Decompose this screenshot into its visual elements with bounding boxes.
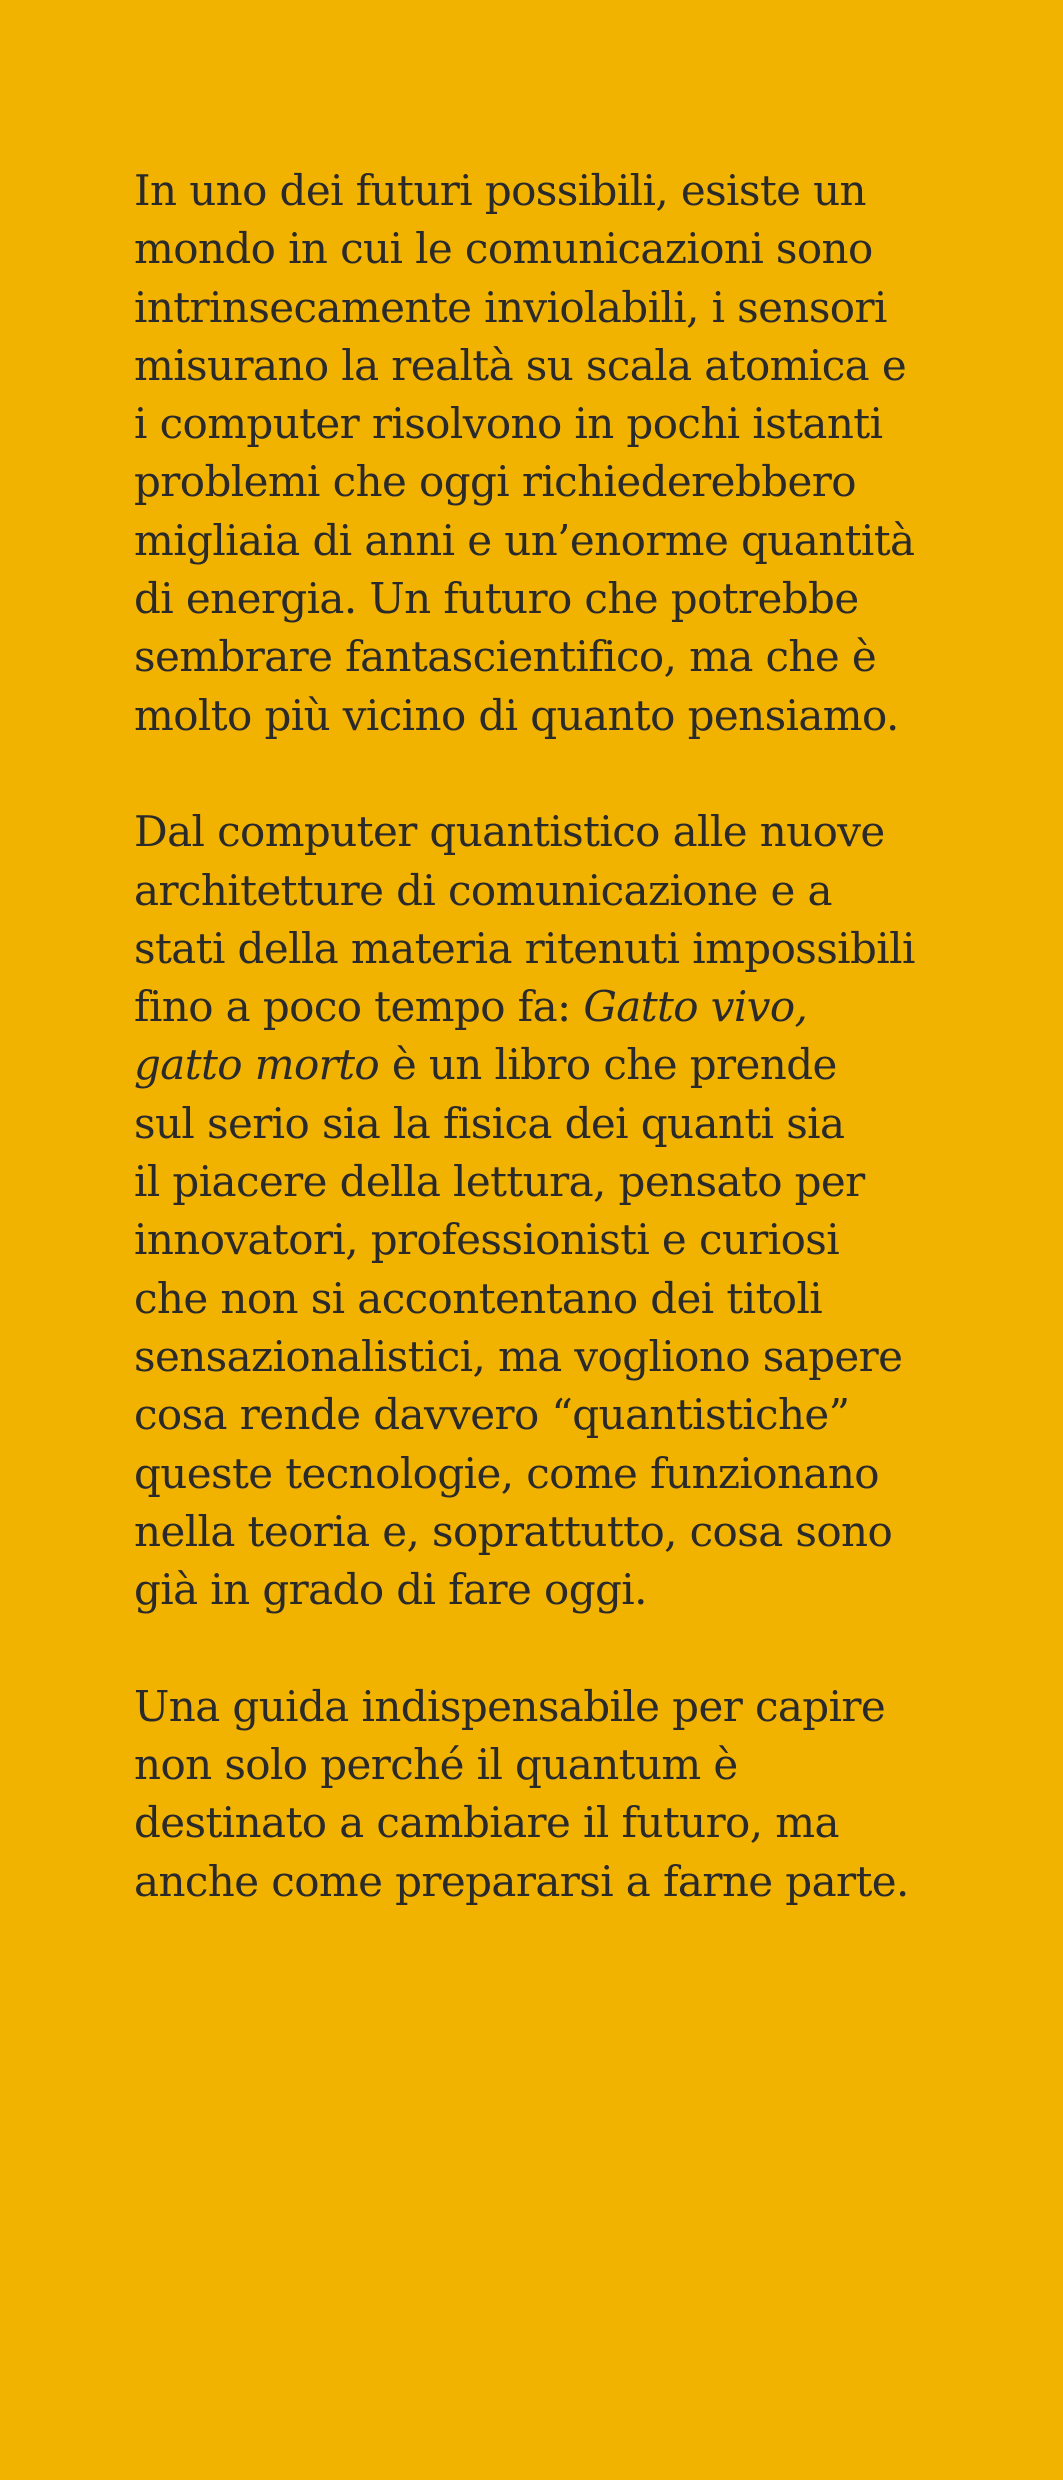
book-title-italic: Gatto vivo,: [583, 982, 808, 1032]
text-segment: In uno dei futuri possibili, esiste un: [134, 166, 867, 215]
text-line: [134, 395, 964, 453]
text-segment: Dal computer quantistico alle nuove: [134, 807, 885, 857]
text-line: [134, 453, 964, 511]
text-segment: architetture di comunicazione e a: [134, 865, 832, 915]
text-line: [134, 1211, 964, 1269]
text-segment: i computer risolvono in pochi istanti: [134, 399, 883, 449]
text-segment: mondo in cui le comunicazioni sono: [134, 224, 873, 274]
text-line: [134, 1270, 964, 1328]
paragraph: [134, 162, 964, 745]
text-line: [134, 1853, 964, 1911]
text-segment: già in grado di fare oggi.: [134, 1565, 647, 1615]
text-segment: sensazionalistici, ma vogliono sapere: [134, 1331, 903, 1381]
text-line: [134, 337, 964, 395]
paragraph: [134, 1678, 964, 1911]
text-line: [134, 512, 964, 570]
text-line: [134, 1036, 964, 1094]
text-line: [134, 1794, 964, 1852]
text-segment: innovatori, professionisti e curiosi: [134, 1215, 840, 1265]
text-line: [134, 687, 964, 745]
text-line: [134, 220, 964, 278]
text-line: [134, 570, 964, 628]
text-segment: Una guida indispensabile per capire: [134, 1681, 886, 1731]
paragraph: [134, 803, 964, 1619]
text-segment: nella teoria e, soprattutto, cosa sono: [134, 1506, 893, 1556]
blurb-text: [134, 162, 964, 1911]
text-segment: che non si accontentano dei titoli: [134, 1273, 823, 1323]
text-segment: non solo perché il quantum è: [134, 1740, 738, 1790]
text-segment: di energia. Un futuro che potrebbe: [134, 574, 859, 624]
book-title-italic: gatto morto: [134, 1040, 380, 1090]
text-segment: anche come prepararsi a farne parte.: [134, 1856, 909, 1906]
text-line: [134, 978, 964, 1036]
text-line: [134, 803, 964, 861]
text-line: [134, 1445, 964, 1503]
text-segment: molto più vicino di quanto pensiamo.: [134, 690, 899, 740]
text-segment: misurano la realtà su scala atomica e: [134, 340, 907, 390]
text-line: [134, 1561, 964, 1619]
text-segment: sul serio sia la fisica dei quanti sia: [134, 1098, 845, 1148]
text-segment: sembrare fantascientifico, ma che è: [134, 632, 877, 682]
text-segment: il piacere della lettura, pensato per: [134, 1157, 865, 1207]
text-line: [134, 862, 964, 920]
text-segment: queste tecnologie, come funzionano: [134, 1448, 879, 1498]
text-line: [134, 1736, 964, 1794]
text-line: [134, 1153, 964, 1211]
text-segment: intrinsecamente inviolabili, i sensori: [134, 282, 887, 332]
text-line: [134, 279, 964, 337]
text-segment: problemi che oggi richiederebbero: [134, 457, 856, 507]
text-line: [134, 628, 964, 686]
text-line: [134, 1386, 964, 1444]
text-line: [134, 1328, 964, 1386]
text-segment: destinato a cambiare il futuro, ma: [134, 1798, 839, 1848]
text-segment: fino a poco tempo fa:: [134, 982, 584, 1032]
text-line: [134, 1095, 964, 1153]
text-line: [134, 1678, 964, 1736]
text-segment: cosa rende davvero “quantistiche”: [134, 1390, 850, 1440]
text-line: [134, 1503, 964, 1561]
text-segment: migliaia di anni e un’enorme quantità: [134, 515, 915, 565]
text-segment: è un libro che prende: [379, 1040, 837, 1090]
text-line: [134, 920, 964, 978]
text-line: [134, 162, 964, 220]
text-segment: stati della materia ritenuti impossibili: [134, 923, 915, 973]
